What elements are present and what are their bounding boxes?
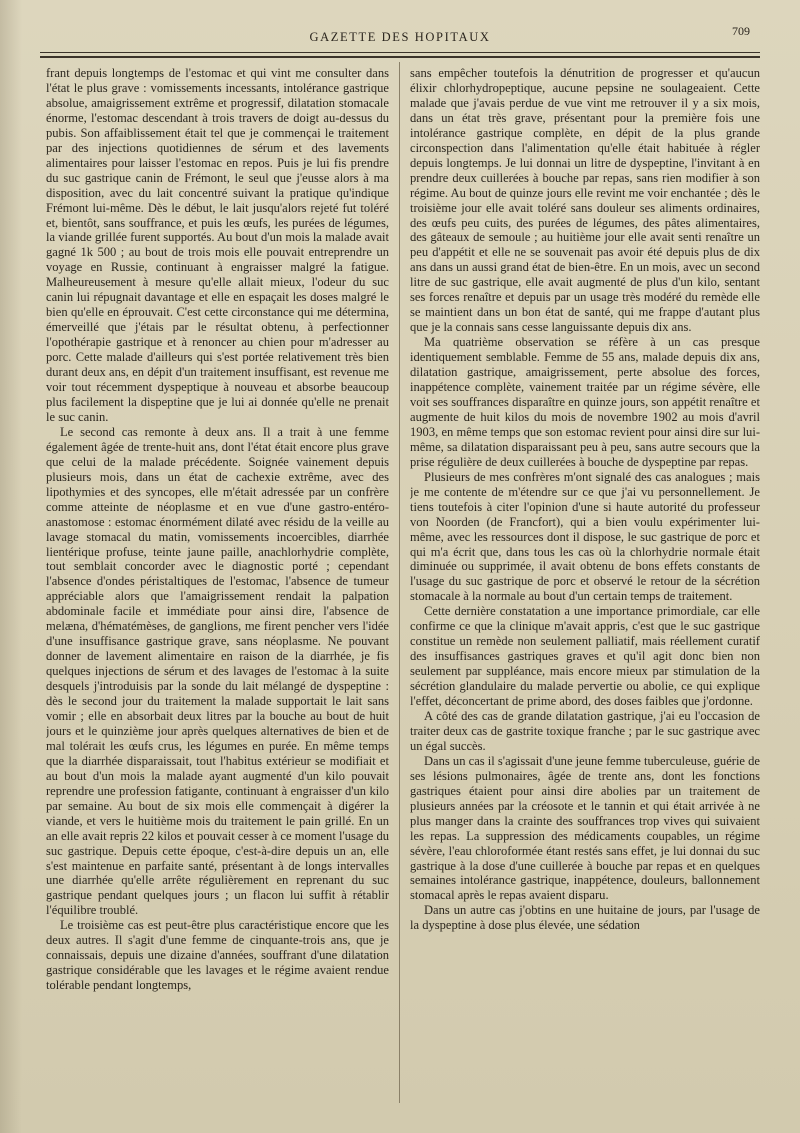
page-header (30, 24, 770, 54)
column-divider (399, 62, 400, 1103)
paragraph: Ma quatrième observation se réfère à un cas presque identiquement semblable. Femme de 55 ans, malade depuis dix ans, dilatation gastrique, amaigrissement, perte absolue des forces, inappétence complète, vainement traitée par un régime sévère, elle voit ses souffrances disparaître en quinze jours, son appétit renaître et augmente de huit kilos du mois de novembre 1902 au mois d'avril 1903, en même temps que son estomac revient pour ainsi dire sur lui-même, sa dilatation disparaissant peu à peu, sans autre secours que la prise régulière de deux cuillerées à bouche de dyspeptine par repas. (410, 335, 760, 469)
left-column (46, 66, 389, 1103)
paragraph: sans empêcher toutefois la dénutrition de progresser et qu'aucun élixir chlorhydropeptique, aucune pepsine ne soulageaient. Cette malade que j'avais perdue de vue vint me retrouver il y a six mois, dans un état très grave, présentant pour la première fois une intolérance gastrique complète, en dépit de la plus grande circonspection dans l'alimentation qu'elle était habituée à régler depuis longtemps. Je lui donnai un litre de dyspeptine, l'invitant à en prendre deux cuillerées à bouche par repas, sans rien modifier à son régime. Au bout de quinze jours elle revint me voir enchantée ; dès le troisième jour elle avait toléré sans douleur ses aliments ordinaires, des œufs peu cuits, des purées de légumes, des pâtes alimentaires, des gâteaux de semoule ; au huitième jour elle avait senti renaître un peu d'appétit et elle ne se souvenait pas avoir été depuis plus de dix ans dans un aussi grand état de bien-être. En un mois, avec un second litre de suc gastrique, elle avait augmenté de plus d'un kilo, sentant ses forces renaître et depuis par un usage très modéré du remède elle se maintient dans un bon état de santé, qui me frappe d'autant plus que je la connais sans cesse languissante depuis dix ans. (410, 66, 760, 335)
page-edge-shadow (0, 0, 22, 1133)
paragraph: Le second cas remonte à deux ans. Il a trait à une femme également âgée de trente-huit ans, dont l'état était encore plus grave que celui de la malade précédente. Soignée vainement depuis plusieurs mois, dans un état de cachexie extrême, avec des lipothymies et des syncopes, elle m'était adressée par un confrère comme atteinte de néoplasme et en vue d'une gastro-entéro-anastomose : estomac énormément dilaté avec résidu de la veille au lavage stomacal du matin, vomissements incoercibles, diarrhée lientérique profuse, teinte jaune paille, anachlorhydrie complète, tout semblait concorder avec le diagnostic porté ; cependant l'absence d'ondes péristaltiques de l'estomac, l'absence de tumeur appréciable alors que l'amaigrissement rendait la palpation abdominale facile et immédiate pour ainsi dire, l'absence de melæna, d'hématémèses, de ganglions, me firent pencher vers l'idée d'une insuffisance gastrique grave, sans néoplasme. Ne pouvant donner de lavement alimentaire en raison de la diarrhée, je fis quelques injections de sérum et des lavages de l'estomac à la suite desquels j'introduisis par la sonde du lait mélangé de dyspeptine : dès le second jour du traitement la malade supportait le lait sans vomir ; elle en absorbait deux litres par la bouche au bout de huit jours et le quinzième jour après quelques alternatives de bien et de mal tolérait les œufs crus, les légumes en purée. En même temps que la diarrhée disparaissait, tout l'habitus extérieur se modifiait et au bout d'un mois la malade ayant augmenté d'un kilo pouvait reprendre une profession fatigante, continuant à engraisser d'un kilo par semaine. Au bout de six mois elle commençait à digérer la viande, et vers le huitième mois du traitement le pain grillé. En un an elle avait repris 22 kilos et pouvait cesser à ce moment l'usage du suc gastrique. Depuis cette époque, c'est-à-dire depuis un an, elle s'est maintenue en parfaite santé, présentant à de longs intervalles une diarrhée qu'elle arrête régulièrement en reprenant du suc gastrique pendant quelques jours ; un flacon lui suffit à rétablir l'équilibre troublé. (46, 424, 389, 918)
paragraph: Dans un autre cas j'obtins en une huitaine de jours, par l'usage de la dyspeptine à dose plus élevée, une sédation (410, 903, 760, 933)
paragraph: Plusieurs de mes confrères m'ont signalé des cas analogues ; mais je me contente de m'étendre sur ce que j'ai vu personnellement. Je tiens toutefois à citer l'opinion d'une si haute autorité du professeur von Noorden (de Francfort), qui a bien voulu expérimenter lui-même, avec les ressources dont il dispose, le suc gastrique de porc et qui m'a écrit que, dans tous les cas où la chlorhydrie normale était diminuée ou supprimée, il avait obtenu de bons effets constants de l'usage du suc gastrique de porc et observé le retour de la sécrétion stomacale à la normale au bout d'un certain temps de traitement. (410, 469, 760, 604)
paragraph: A côté des cas de grande dilatation gastrique, j'ai eu l'occasion de traiter deux cas de gastrite toxique franche ; par le suc gastrique avec un égal succès. (410, 708, 760, 753)
page-number: 709 (732, 24, 750, 38)
paragraph: Le troisième cas est peut-être plus caractéristique encore que les deux autres. Il s'agit d'une femme de cinquante-trois ans, que je connaissais, depuis une dizaine d'années, souffrant d'une dilatation gastrique considérable que les lavages et le régime avaient rendue tolérable pendant longtemps, (46, 918, 389, 993)
header-rule-thick (40, 56, 760, 58)
paragraph: frant depuis longtemps de l'estomac et qui vint me consulter dans l'état le plus grave : vomissements incessants, intolérance gastrique absolue, amaigrissement extrême et progressif, dilatation stomacale énorme, l'estomac descendant à trois travers de doigt au-dessus du pubis. Son affaiblissement était tel que je commençai le traitement par des injections quotidiennes de sérum et des lavements alimentaires pour laisser l'estomac en repos. Puis je lui fis prendre du suc gastrique canin de Frémont, le seul que j'eusse alors à ma disposition, avec du lait concentré suivant la pratique qu'indique Frémont lui-même. Dès le début, le lait jusqu'alors rejeté fut toléré et, bientôt, sans souffrance, et puis les œufs, les purées de légumes, la viande grillée furent supportés. Au bout d'un mois la malade avait gagné 1k 500 ; au bout de trois mois elle pouvait entreprendre un voyage en Russie, continuant à engraisser malgré la fatigue. Malheureusement à mesure qu'elle allait mieux, l'odeur du suc canin lui répugnait davantage et elle en espaçait les doses malgré le bien qu'elle en éprouvait. C'est cette circonstance qui me détermina, émerveillé que j'étais par le résultat obtenu, à perfectionner l'opothérapie gastrique et à renoncer au chien pour m'adresser au porc. Cette malade d'ailleurs qui s'est portée relativement très bien durant deux ans, en dépit d'un traitement insuffisant, est revenue me voir tout récemment dyspeptique à nouveau et absorbe beaucoup plus facilement la dispeptine que je lui ai donnée qu'elle ne prenait le suc canin. (46, 66, 389, 424)
journal-title: GAZETTE DES HOPITAUX (309, 30, 491, 44)
paragraph: Cette dernière constatation a une importance primordiale, car elle confirme ce que la clinique m'avait appris, c'est que le suc gastrique constitue un remède non seulement palliatif, mais réellement curatif des insuffisances gastriques graves et qu'il agit donc bien non seulement par suppléance, mais encore mieux par stimulation de la sécrétion glandulaire du malade pervertie ou abolie, ce qui explique l'effet, déconcertant de prime abord, des doses faibles que j'ordonne. (410, 604, 760, 709)
right-column (410, 66, 760, 1103)
header-rule-thin (40, 52, 760, 53)
paragraph: Dans un cas il s'agissait d'une jeune femme tuberculeuse, guérie de ses lésions pulmonaires, âgée de trente ans, dont les fonctions gastriques étaient pour ainsi dire abolies par un traitement de plusieurs années par la créosote et le tannin et qui était arrivée à ne plus manger dans la crainte des souffrances trop vives qui suivaient les repas. La suppression des médicaments coupables, un régime sévère, l'eau chloroformée étant restés sans effet, je lui donnai du suc gastrique à la dose d'une cuillerée à bouche par repas et en quelques semaines intolérance gastrique, inappétence, douleurs, ballonnement stomacal après le repas avaient disparu. (410, 753, 760, 903)
